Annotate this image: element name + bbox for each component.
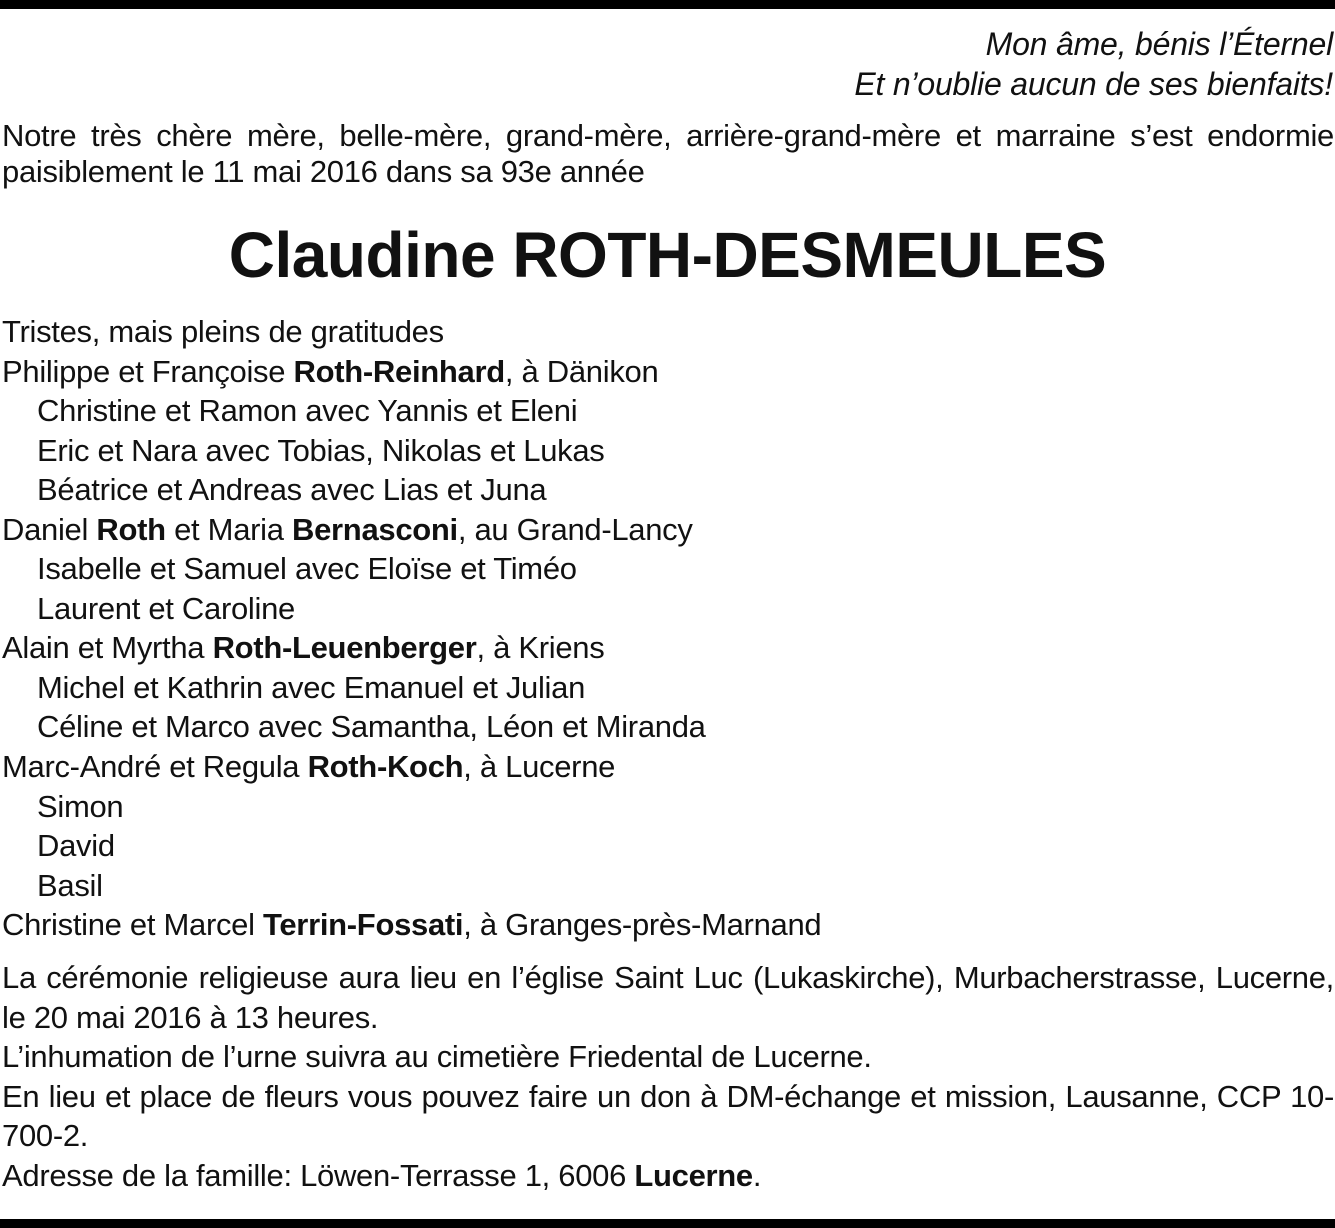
- address-end: .: [752, 1157, 762, 1193]
- top-border-rule: [0, 0, 1335, 9]
- member-location: , à Kriens: [476, 630, 605, 666]
- family-surname: Terrin-Fossati: [263, 907, 464, 943]
- bottom-border-rule: [0, 1219, 1335, 1228]
- member-names: Philippe et Françoise: [2, 353, 294, 389]
- member-location: , à Lucerne: [463, 749, 616, 785]
- family-member-line: [2, 628, 1332, 668]
- grandchild-line: Céline et Marco avec Samantha, Léon et Miranda: [37, 709, 706, 745]
- grandchild-line: Basil: [37, 867, 103, 903]
- family-member-line: [2, 905, 1332, 945]
- family-list: [2, 312, 1332, 945]
- family-surname: Roth-Leuenberger: [212, 630, 477, 666]
- family-opening: Tristes, mais pleins de gratitudes: [2, 314, 444, 349]
- member-names: et Maria: [165, 511, 293, 547]
- donation-text: En lieu et place de fleurs vous pouvez faire un don à DM-échange et mission, Lausanne, CCP 10-700-2.: [2, 1078, 1334, 1153]
- member-names: Alain et Myrtha: [2, 630, 213, 666]
- family-member-line: [2, 510, 1332, 550]
- family-address: [2, 1156, 1334, 1196]
- grandchild-line: Michel et Kathrin avec Emanuel et Julian: [37, 669, 586, 705]
- deceased-name: Claudine ROTH-DESMEULES: [228, 219, 1107, 291]
- grandchild-line: David: [37, 828, 115, 864]
- member-location: , à Granges-près-Marnand: [463, 907, 822, 943]
- burial-text: L’inhumation de l’urne suivra au cimetière Friedental de Lucerne.: [2, 1039, 872, 1074]
- ceremony-notice: [2, 958, 1334, 1195]
- grandchild-line: Béatrice et Andreas avec Lias et Juna: [37, 472, 547, 508]
- grandchild-line: Eric et Nara avec Tobias, Nikolas et Lukas: [37, 432, 605, 468]
- grandchild-line: Isabelle et Samuel avec Eloïse et Timéo: [37, 551, 577, 587]
- grandchild-line: Christine et Ramon avec Yannis et Eleni: [37, 393, 578, 429]
- family-member-line: [2, 352, 1332, 392]
- member-names: Christine et Marcel: [2, 907, 264, 943]
- verse-line: Et n’oublie aucun de ses bienfaits!: [854, 66, 1333, 102]
- ceremony-text: La cérémonie religieuse aura lieu en l’église Saint Luc (Lukaskirche), Murbacherstrasse, Lucerne, le 20 mai 2016 à 13 heures.: [2, 960, 1334, 1035]
- family-surname: Bernasconi: [292, 511, 458, 547]
- family-surname: Roth-Reinhard: [293, 353, 505, 389]
- member-location: , au Grand-Lancy: [457, 511, 693, 547]
- bible-verse: [854, 24, 1333, 104]
- address-city: Lucerne: [634, 1157, 753, 1193]
- family-surname: Roth-Koch: [307, 749, 464, 785]
- intro-paragraph: Notre très chère mère, belle-mère, grand-mère, arrière-grand-mère et marraine s’est endormie paisiblement le 11 mai 2016 dans sa 93e année: [2, 118, 1334, 189]
- family-surname: Roth: [96, 511, 166, 547]
- member-names: Daniel: [2, 511, 97, 547]
- verse-line: Mon âme, bénis l’Éternel: [985, 26, 1333, 62]
- family-member-line: [2, 747, 1332, 787]
- member-location: , à Dänikon: [504, 353, 659, 389]
- member-names: Marc-André et Regula: [2, 749, 308, 785]
- address-text: Adresse de la famille: Löwen-Terrasse 1, 6006: [2, 1157, 635, 1193]
- grandchild-line: Laurent et Caroline: [37, 590, 295, 626]
- grandchild-line: Simon: [37, 788, 124, 824]
